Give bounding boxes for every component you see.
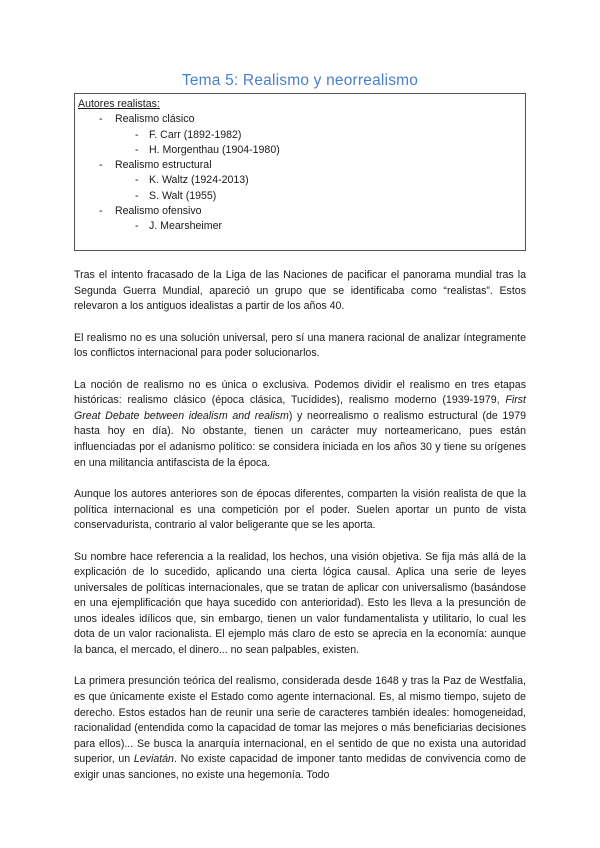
page-title: Tema 5: Realismo y neorrealismo [181,72,419,89]
paragraph: Aunque los autores anteriores son de épocas diferentes, comparten la visión realista de que la política internacional es una competición por el poder. Suelen aportar un punto de vista conservadurista, contrario al valor beligerante que se les aporta. [74,487,526,532]
body-text [74,268,526,799]
paragraph: La primera presunción teórica del realismo, considerada desde 1648 y tras la Paz de Westfalia, es que únicamente existe el Estado como agente internacional. Es, al mismo tiempo, sujeto de derecho. Estos estados han de reunir una serie de caracteres también ideales: homogeneidad, racionalidad (entendida como la capacidad de tomar las mejores o más beneficiarias decisiones para ellos)... Se busca la anarquía internacional, en el sentido de que no exista una autoridad superior, un Leviatán. No existe capacidad de imponer tanto medidas de convivencia como de exigir unas sanciones, no existe una hegemonía. Todo [74,675,526,782]
list-item: - S. Walt (1955) [135,189,217,202]
list-item: - Realismo estructural [99,159,212,172]
list-item: - Realismo ofensivo [99,205,202,218]
paragraph: La noción de realismo no es única o exclusiva. Podemos dividir el realismo en tres etapas históricas: realismo clásico (época clásica, Tucídides), realismo moderno (1939-1979, First Great Debate between idealism and realism) y neorrealismo o realismo estructural (de 1979 hasta hoy en día). No obstante, tienen un carácter muy norteamericano, pues están influenciadas por el adanismo político: se considera iniciada en los años 30 y tiene su orígenes en una militancia antifascista de la época. [74,378,526,469]
list-item: - H. Morgenthau (1904-1980) [135,143,280,156]
paragraph: El realismo no es una solución universal, pero sí una manera racional de analizar íntegramente los conflictos internacional para poder solucionarlos. [74,331,526,360]
list-item: - Realismo clásico [99,113,195,126]
paragraph: Su nombre hace referencia a la realidad, los hechos, una visión objetiva. Se fija más allá de la explicación de lo sucedido, aplicando una cierta lógica causal. Aplica una serie de leyes universales de políticas internacionales, que se tratan de aplicar con universalismo (basándose en una ejemplificación que haya sucedido con anterioridad). Esto les lleva a la presunción de unos ideales idílicos que, sin embargo, tienen un valor fundamentalista y utilitario, lo cual les dota de un valor racionalista. El ejemplo más claro de esto se aprecia en la economía: aunque la banca, el mercado, el dinero... no sean palpables, existen. [74,550,526,657]
paragraph: Tras el intento fracasado de la Liga de las Naciones de pacificar el panorama mundial tras la Segunda Guerra Mundial, apareció un grupo que se identificaba como “realistas”. Estos relevaron a los antiguos idealistas a partir de los años 40. [74,269,526,313]
authors-heading: Autores realistas: [78,98,160,110]
list-item: - K. Waltz (1924-2013) [135,174,249,187]
list-item: - J. Mearsheimer [135,220,222,233]
list-item: - F. Carr (1892-1982) [135,128,242,141]
authors-box [74,93,526,251]
